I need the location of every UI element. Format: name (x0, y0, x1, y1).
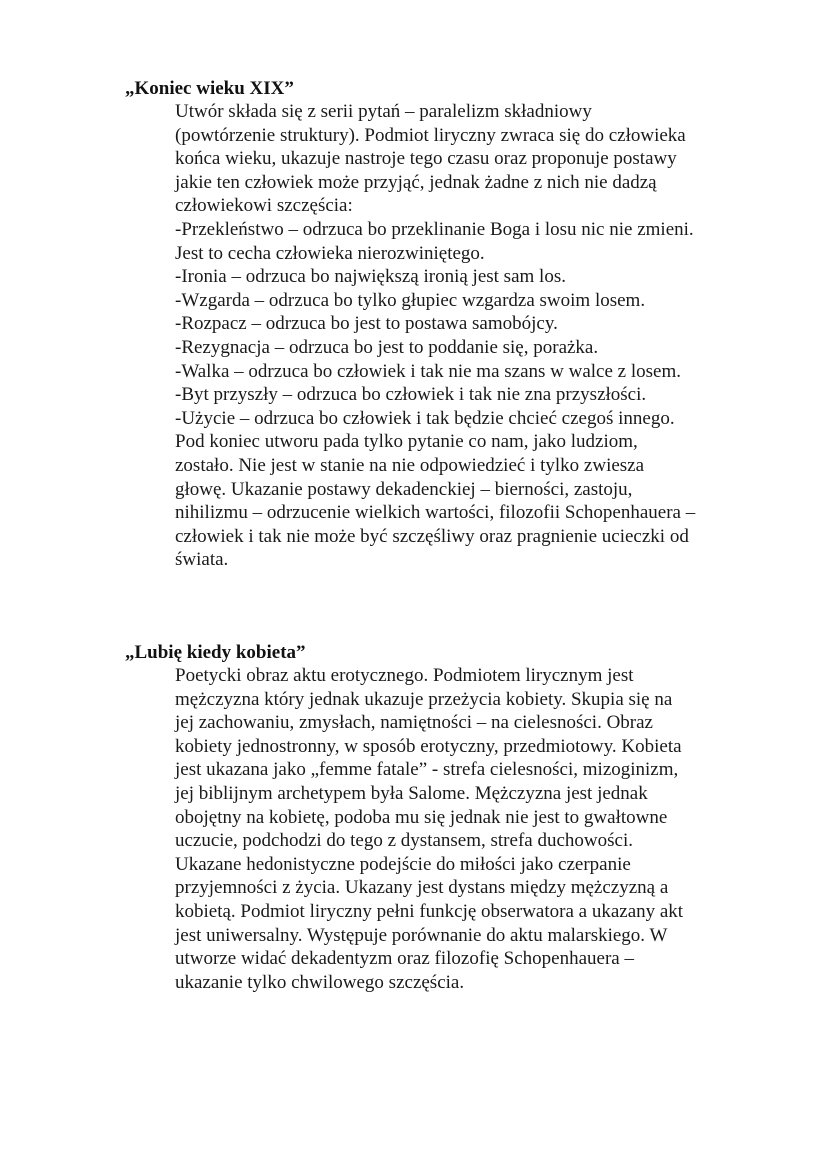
text-line: końca wieku, ukazuje nastroje tego czasu oraz proponuje postawy (175, 148, 677, 170)
text-line: utworze widać dekadentyzm oraz filozofię Schopenhauera – (175, 948, 634, 970)
text-line: (powtórzenie struktury). Podmiot liryczny zwraca się do człowieka (175, 124, 686, 146)
text-line: -Walka – odrzuca bo człowiek i tak nie ma szans w walce z losem. (175, 360, 681, 382)
text-line: uczucie, podchodzi do tego z dystansem, strefa duchowości. (175, 830, 633, 852)
section-koniec-wieku (125, 77, 785, 572)
text-line: kobietą. Podmiot liryczny pełni funkcję obserwatora a ukazany akt (175, 900, 684, 922)
text-line: -Przekleństwo – odrzuca bo przeklinanie Boga i losu nic nie zmieni. (175, 218, 694, 240)
text-line: obojętny na kobietę, podoba mu się jednak nie jest to gwałtowne (175, 806, 668, 828)
section-lubie-kiedy-kobieta (125, 641, 785, 994)
text-line: Poetycki obraz aktu erotycznego. Podmiotem lirycznym jest (175, 665, 634, 686)
text-line: jest uniwersalny. Występuje porównanie do aktu malarskiego. W (175, 924, 668, 946)
text-line: -Rezygnacja – odrzuca bo jest to poddanie się, porażka. (175, 336, 599, 358)
text-line: jej biblijnym archetypem była Salome. Mężczyzna jest jednak (175, 782, 648, 804)
text-line: ukazanie tylko chwilowego szczęścia. (175, 971, 465, 993)
section-body (175, 100, 785, 572)
text-line: Jest to cecha człowieka nierozwiniętego. (175, 242, 485, 264)
text-line: Ukazane hedonistyczne podejście do miłości jako czerpanie (175, 853, 631, 875)
text-line: jakie ten człowiek może przyjąć, jednak żadne z nich nie dadzą (175, 171, 657, 193)
text-line: -Użycie – odrzuca bo człowiek i tak będzie chcieć czegoś innego. (175, 407, 675, 429)
text-line: przyjemności z życia. Ukazany jest dystans między mężczyzną a (175, 877, 669, 899)
text-line: -Wzgarda – odrzuca bo tylko głupiec wzgardza swoim losem. (175, 289, 646, 311)
text-line: jej zachowaniu, zmysłach, namiętności – na cielesności. Obraz (175, 712, 653, 734)
text-line: zostało. Nie jest w stanie na nie odpowiedzieć i tylko zwiesza (175, 454, 645, 476)
section-title: „Lubię kiedy kobieta” (125, 642, 306, 663)
section-body (175, 664, 785, 994)
text-line: -Rozpacz – odrzuca bo jest to postawa samobójcy. (175, 313, 558, 335)
section-title: „Koniec wieku XIX” (125, 78, 294, 99)
text-line: głowę. Ukazanie postawy dekadenckiej – bierności, zastoju, (175, 478, 633, 500)
text-line: jest ukazana jako „femme fatale” - strefa cielesności, mizoginizm, (175, 759, 679, 781)
text-line: człowiekowi szczęścia: (175, 195, 353, 217)
text-line: Utwór składa się z serii pytań – paralelizm składniowy (175, 101, 592, 122)
text-line: człowiek i tak nie może być szczęśliwy oraz pragnienie ucieczki od (175, 525, 689, 547)
text-line: Pod koniec utworu pada tylko pytanie co nam, jako ludziom, (175, 431, 638, 453)
text-line: mężczyzna który jednak ukazuje przeżycia kobiety. Skupia się na (175, 688, 673, 710)
text-line: kobiety jednostronny, w sposób erotyczny, przedmiotowy. Kobieta (175, 735, 682, 757)
text-line: -Ironia – odrzuca bo największą ironią jest sam los. (175, 266, 566, 288)
text-line: nihilizmu – odrzucenie wielkich wartości, filozofii Schopenhauera – (175, 502, 696, 524)
text-line: świata. (175, 549, 229, 571)
text-line: -Byt przyszły – odrzuca bo człowiek i tak nie zna przyszłości. (175, 384, 647, 406)
